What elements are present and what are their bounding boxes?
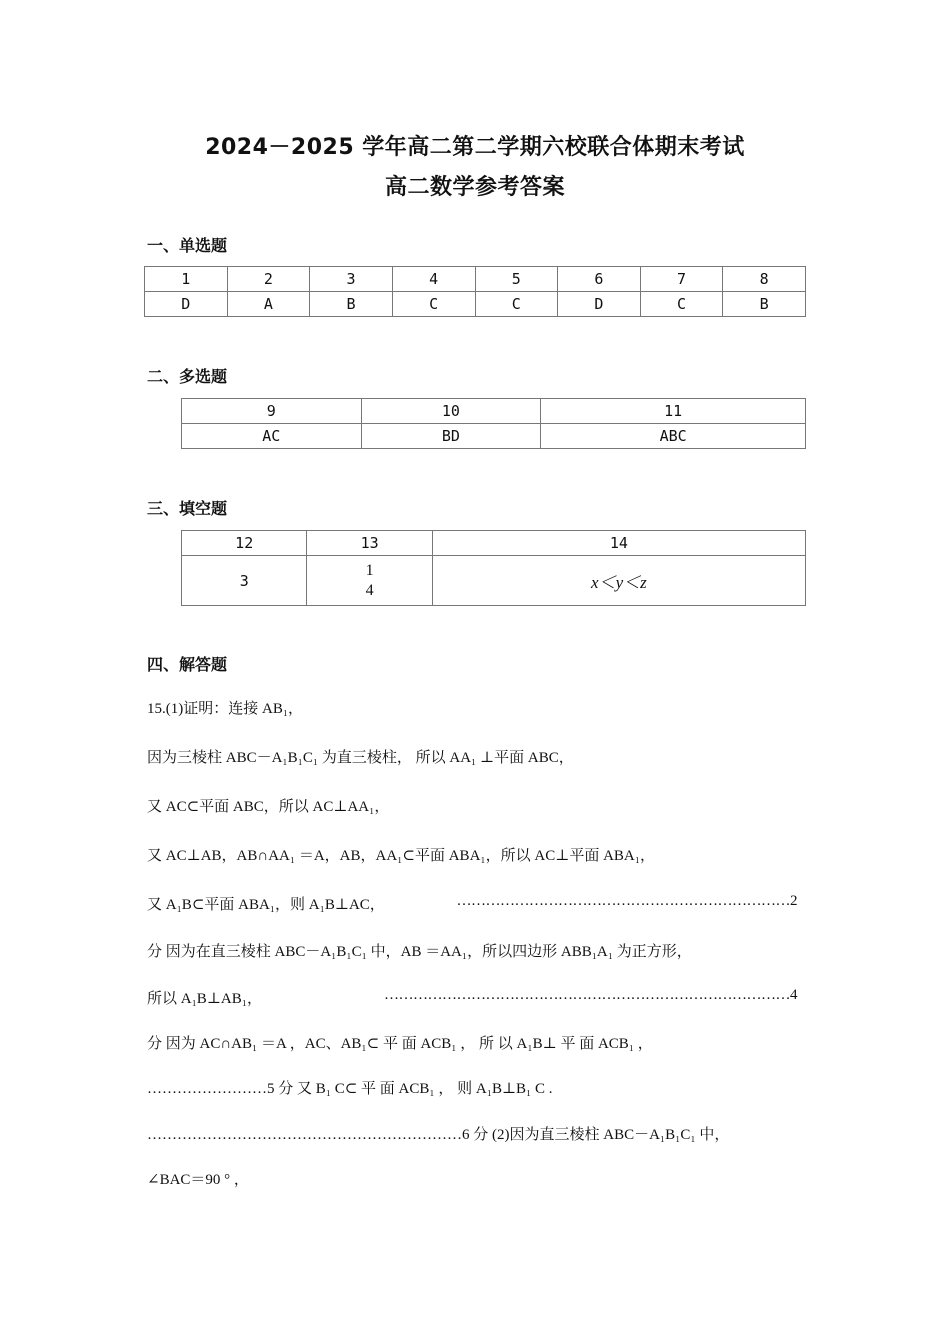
- table-cell: 1: [145, 267, 228, 292]
- solution-line: 因为三棱柱 ABC－A₁B₁C₁ 为直三棱柱， 所以 AA₁ ⊥平面 ABC，: [147, 750, 574, 766]
- table-row: [182, 531, 806, 556]
- score-dots: ……………………………………………………………2: [456, 893, 797, 909]
- table-cell: 8: [723, 267, 806, 292]
- table-cell: A: [227, 292, 310, 317]
- table-cell: 13: [307, 531, 432, 556]
- table-cell: AC: [182, 424, 362, 449]
- solution-line: 又 AC⊂平面 ABC，所以 AC⊥AA₁，: [147, 799, 390, 815]
- score-dots: …………………………………………………………………………4: [384, 987, 797, 1003]
- fill-blank-table: [181, 530, 806, 606]
- table-cell: ABC: [541, 424, 806, 449]
- table-row: [182, 424, 806, 449]
- table-cell: 5: [475, 267, 558, 292]
- solution-line: ∠BAC＝90 ° ，: [147, 1172, 249, 1188]
- fraction-numerator: 1: [365, 561, 374, 579]
- single-choice-table: [144, 266, 806, 317]
- table-cell: 10: [361, 399, 541, 424]
- section-single-choice: 一、单选题: [147, 236, 228, 255]
- solution-line: 又 A₁B⊂平面 ABA₁，则 A₁B⊥AC，: [147, 897, 385, 913]
- table-row: [145, 292, 806, 317]
- solution-line: 分 因为 AC∩AB₁ ＝A ，AC、AB₁⊂ 平 面 ACB₁ ， 所 以 A₁B⊥ 平 面 ACB₁ ，: [147, 1036, 653, 1052]
- table-cell: D: [558, 292, 641, 317]
- section-fill-blank: 三、填空题: [147, 499, 228, 518]
- table-cell: x＜y＜z: [432, 556, 805, 606]
- section-multi-choice: 二、多选题: [147, 367, 228, 386]
- table-cell: 7: [640, 267, 723, 292]
- table-cell: BD: [361, 424, 541, 449]
- table-cell: 3: [182, 556, 307, 606]
- solution-line: 又 AC⊥AB，AB∩AA₁ ＝A，AB，AA₁⊂平面 ABA₁，所以 AC⊥平面 ABA₁，: [147, 848, 655, 864]
- table-cell: 9: [182, 399, 362, 424]
- table-cell: 11: [541, 399, 806, 424]
- table-row: [182, 399, 806, 424]
- multi-choice-table: [181, 398, 806, 449]
- table-row: [145, 267, 806, 292]
- table-cell: D: [145, 292, 228, 317]
- table-cell: B: [723, 292, 806, 317]
- solution-line: ……………………5 分 又 B₁ C⊂ 平 面 ACB₁ ， 则 A₁B⊥B₁ C .: [147, 1081, 553, 1097]
- table-cell: 2: [227, 267, 310, 292]
- table-cell: [307, 556, 432, 606]
- solution-line: ………………………………………………………6 分 (2)因为直三棱柱 ABC－A₁B₁C₁ 中，: [147, 1127, 730, 1143]
- table-cell: 14: [432, 531, 805, 556]
- table-cell: 4: [392, 267, 475, 292]
- section-solve: 四、解答题: [147, 655, 228, 674]
- exam-title: 2024－2025 学年高二第二学期六校联合体期末考试: [205, 135, 745, 160]
- table-cell: 6: [558, 267, 641, 292]
- fraction: [366, 561, 374, 601]
- table-cell: B: [310, 292, 393, 317]
- table-cell: C: [640, 292, 723, 317]
- exam-subtitle: 高二数学参考答案: [384, 175, 565, 200]
- fraction-denominator: 4: [365, 581, 374, 599]
- solution-line: 所以 A₁B⊥AB₁，: [147, 991, 262, 1007]
- table-cell: 3: [310, 267, 393, 292]
- table-cell: C: [475, 292, 558, 317]
- table-cell: 12: [182, 531, 307, 556]
- solution-line: 分 因为在直三棱柱 ABC－A₁B₁C₁ 中，AB ＝AA₁，所以四边形 ABB₁A₁ 为正方形，: [147, 944, 692, 960]
- solution-line: 15.(1)证明：连接 AB₁，: [147, 701, 304, 717]
- table-cell: C: [392, 292, 475, 317]
- table-row: [182, 556, 806, 606]
